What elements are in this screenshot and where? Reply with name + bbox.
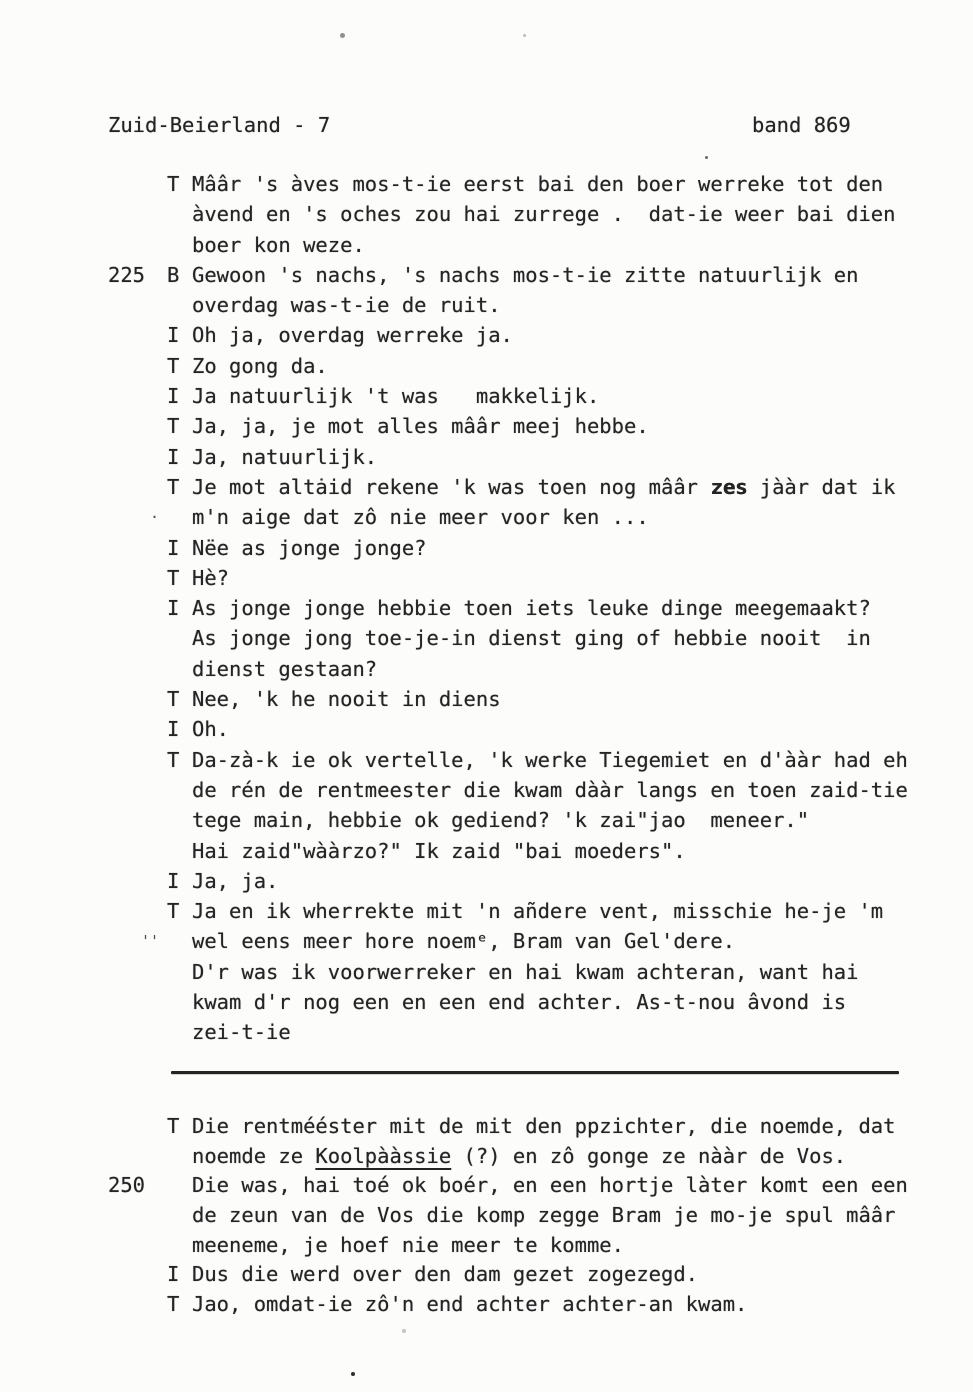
transcript-line bbox=[108, 896, 948, 926]
line-number bbox=[108, 866, 167, 896]
line-text bbox=[192, 836, 948, 866]
line-segment: Ja, natuurlijk. bbox=[192, 444, 378, 469]
speaker-label bbox=[167, 1201, 192, 1231]
line-text bbox=[192, 290, 948, 320]
line-segment: As jonge jong toe-je-in dienst ging of hebbie nooit in bbox=[192, 626, 871, 651]
transcript-line bbox=[108, 442, 948, 472]
transcript-line bbox=[108, 320, 948, 350]
line-text bbox=[192, 533, 948, 563]
line-segment: Da-zà-k ie ok vertelle, 'k werke Tiegemiet en d'ààr had eh bbox=[192, 747, 908, 772]
line-text bbox=[192, 805, 948, 835]
line-segment: Oh. bbox=[192, 717, 230, 742]
line-number bbox=[108, 957, 167, 987]
transcript-line bbox=[108, 805, 948, 835]
speaker-label bbox=[167, 230, 192, 260]
line-segment: àvend en 's oches zou hai zurrege . dat-ie weer bai dien bbox=[192, 202, 896, 227]
speaker-label: I bbox=[167, 323, 180, 348]
line-number bbox=[108, 411, 167, 441]
line-segment: Mââr 's àves mos-t-ie eerst bai den boer werreke tot den bbox=[192, 172, 884, 196]
line-segment: Ja, ja, je mot alles mââr meej hebbe. bbox=[192, 414, 649, 439]
line-text bbox=[192, 926, 948, 956]
line-number bbox=[108, 230, 167, 260]
speaker-label: I bbox=[167, 717, 180, 742]
transcript-line bbox=[108, 957, 948, 987]
line-number bbox=[108, 623, 167, 653]
speaker-label: T bbox=[167, 172, 180, 196]
transcript-line bbox=[108, 260, 948, 290]
line-text bbox=[192, 442, 948, 472]
line-number bbox=[108, 1201, 167, 1231]
section-divider bbox=[171, 1071, 899, 1074]
speaker-label: I bbox=[167, 868, 180, 893]
speaker-label bbox=[167, 1171, 192, 1201]
transcript-line bbox=[108, 230, 948, 260]
speaker-label bbox=[167, 654, 192, 684]
speaker-label: T bbox=[167, 1292, 180, 1317]
transcript-line bbox=[108, 1112, 948, 1142]
line-text bbox=[192, 714, 948, 744]
scan-speck bbox=[351, 1372, 355, 1376]
line-text bbox=[192, 199, 948, 229]
line-text bbox=[192, 896, 948, 926]
line-number bbox=[108, 684, 167, 714]
transcript-line bbox=[108, 1171, 948, 1201]
line-text bbox=[192, 381, 948, 411]
speaker-label bbox=[167, 502, 192, 532]
line-number bbox=[108, 1142, 167, 1172]
document-title: Zuid-Beierland - 7 bbox=[108, 113, 331, 137]
line-number bbox=[108, 836, 167, 866]
line-segment: Ja en ik wherrekte mit 'n añdere vent, misschie he-je 'm bbox=[192, 899, 884, 924]
line-text bbox=[192, 230, 948, 260]
transcript-line bbox=[108, 1260, 948, 1290]
speaker-label: T bbox=[167, 899, 180, 924]
scan-speck bbox=[523, 34, 526, 37]
line-text bbox=[192, 260, 948, 290]
transcript-line bbox=[108, 411, 948, 441]
speaker-label: I bbox=[167, 535, 180, 560]
line-segment: Ja, ja. bbox=[192, 868, 279, 893]
scan-speck bbox=[340, 33, 345, 38]
speaker-label bbox=[167, 805, 192, 835]
band-number: band 869 bbox=[752, 113, 851, 137]
line-segment: Jao, omdat-ie zô'n end achter achter-an kwam. bbox=[192, 1292, 748, 1317]
line-text bbox=[192, 987, 948, 1017]
transcript-line bbox=[108, 472, 948, 502]
line-number bbox=[108, 442, 167, 472]
line-text bbox=[192, 502, 948, 532]
speaker-label: T bbox=[167, 474, 180, 499]
line-segment: Hai zaid"wààrzo?" Ik zaid "bai moeders". bbox=[192, 838, 686, 863]
line-segment: kwam d'r nog een en een end achter. As-t-nou âvond is bbox=[192, 990, 847, 1015]
line-text bbox=[192, 411, 948, 441]
speaker-label bbox=[167, 775, 192, 805]
transcript-line bbox=[108, 563, 948, 593]
transcript-line bbox=[108, 502, 948, 532]
speaker-label: I bbox=[167, 596, 180, 621]
transcript-line bbox=[108, 199, 948, 229]
transcript-line bbox=[108, 1290, 948, 1320]
speaker-label bbox=[167, 623, 192, 653]
line-number bbox=[108, 775, 167, 805]
line-number bbox=[108, 1017, 167, 1047]
speaker-label bbox=[167, 1017, 192, 1047]
transcript-line bbox=[108, 533, 948, 563]
line-segment: Dus die werd over den dam gezet zogezegd. bbox=[192, 1262, 699, 1287]
scan-speck bbox=[402, 1329, 406, 1333]
line-segment: noemde ze bbox=[192, 1143, 316, 1168]
line-segment: dienst gestaan? bbox=[192, 656, 378, 681]
line-segment: Gewoon 's nachs, 's nachs mos-t-ie zitte natuurlijk en bbox=[192, 262, 859, 287]
speaker-label: T bbox=[167, 353, 180, 378]
line-number bbox=[108, 381, 167, 411]
transcript-line bbox=[108, 745, 948, 775]
line-text bbox=[192, 654, 948, 684]
transcript-line bbox=[108, 169, 948, 199]
line-segment: Ja natuurlijk 't was makkelijk. bbox=[192, 384, 600, 409]
line-number bbox=[108, 290, 167, 320]
speaker-label: I bbox=[167, 384, 180, 409]
line-segment: (?) en zô gonge ze nààr de Vos. bbox=[451, 1143, 847, 1168]
line-number bbox=[108, 351, 167, 381]
line-number bbox=[108, 169, 167, 199]
line-text bbox=[192, 351, 948, 381]
line-number: · bbox=[149, 508, 159, 527]
transcript-line bbox=[108, 1231, 948, 1261]
line-number bbox=[108, 1112, 167, 1142]
speaker-label bbox=[167, 1231, 192, 1261]
line-number bbox=[108, 1290, 167, 1320]
line-segment: Zo gong da. bbox=[192, 353, 328, 378]
line-segment: As jonge jonge hebbie toen iets leuke dinge meegemaakt? bbox=[192, 596, 871, 621]
speaker-label bbox=[167, 290, 192, 320]
line-segment: Koolpààssie bbox=[315, 1143, 452, 1168]
speaker-label: T bbox=[167, 565, 180, 590]
line-number bbox=[108, 320, 167, 350]
line-number bbox=[108, 199, 167, 229]
transcript-line bbox=[108, 1201, 948, 1231]
line-segment: D'r was ik voorwerreker en hai kwam achteran, want hai bbox=[192, 959, 859, 984]
line-text bbox=[192, 1201, 948, 1231]
speaker-label: I bbox=[167, 1262, 180, 1287]
transcript-line bbox=[108, 684, 948, 714]
line-text bbox=[192, 320, 948, 350]
transcript-line bbox=[108, 351, 948, 381]
line-number bbox=[108, 563, 167, 593]
line-segment: wel eens meer hore noemᵉ, Bram van Gel'dere. bbox=[192, 929, 736, 954]
line-number: 250 bbox=[108, 1173, 146, 1198]
line-segment: tege main, hebbie ok gediend? 'k zai"jao meneer." bbox=[192, 808, 810, 833]
line-text bbox=[192, 563, 948, 593]
line-number bbox=[108, 533, 167, 563]
line-number bbox=[108, 1231, 167, 1261]
line-number bbox=[108, 745, 167, 775]
line-number bbox=[108, 714, 167, 744]
line-number bbox=[108, 472, 167, 502]
line-number: 225 bbox=[108, 262, 146, 287]
line-text bbox=[192, 1142, 948, 1172]
line-text bbox=[192, 775, 948, 805]
transcript-line bbox=[108, 987, 948, 1017]
line-segment: de rén de rentmeester die kwam dààr langs en toen zaid-tie bbox=[192, 777, 908, 802]
transcript-line bbox=[108, 714, 948, 744]
line-number bbox=[108, 654, 167, 684]
line-text bbox=[192, 169, 948, 199]
line-number bbox=[108, 593, 167, 623]
transcript-line bbox=[108, 926, 948, 956]
line-text bbox=[192, 957, 948, 987]
line-segment: Oh ja, overdag werreke ja. bbox=[192, 323, 513, 348]
line-text bbox=[192, 1231, 948, 1261]
line-text bbox=[192, 866, 948, 896]
line-text bbox=[192, 623, 948, 653]
speaker-label: T bbox=[167, 687, 180, 712]
speaker-label bbox=[167, 1142, 192, 1172]
line-segment: jààr dat ik bbox=[747, 474, 896, 499]
line-segment: Nëe as jonge jonge? bbox=[192, 535, 427, 560]
transcript-line bbox=[108, 381, 948, 411]
line-segment: Je mot altȧid rekene 'k was toen nog mââr bbox=[192, 474, 711, 499]
speaker-label bbox=[167, 836, 192, 866]
line-text bbox=[192, 1171, 948, 1201]
line-segment: de zeun van de Vos die komp zegge Bram je mo-je spul mââr bbox=[192, 1203, 896, 1228]
line-text bbox=[192, 593, 948, 623]
line-text bbox=[192, 472, 948, 502]
line-segment: m'n aige dat zô nie meer voor ken ... bbox=[192, 505, 649, 530]
line-segment: Die was, hai toé ok boér, en een hortje làter komt een een bbox=[192, 1173, 908, 1198]
line-number: '' bbox=[140, 932, 159, 951]
line-text bbox=[192, 745, 948, 775]
transcript-line bbox=[108, 290, 948, 320]
line-segment: zes bbox=[710, 474, 748, 499]
transcript-line bbox=[108, 654, 948, 684]
transcript-line bbox=[108, 866, 948, 896]
transcript-section-2 bbox=[108, 1112, 948, 1320]
transcript-line bbox=[108, 775, 948, 805]
transcript-line bbox=[108, 623, 948, 653]
line-number bbox=[108, 987, 167, 1017]
line-number bbox=[108, 805, 167, 835]
speaker-label bbox=[167, 926, 192, 956]
speaker-label bbox=[167, 957, 192, 987]
line-text bbox=[192, 1112, 948, 1142]
line-segment: zei-t-ie bbox=[192, 1020, 291, 1045]
page-header bbox=[0, 112, 973, 140]
scan-speck bbox=[705, 156, 708, 159]
line-segment: Hè? bbox=[192, 565, 230, 590]
line-text bbox=[192, 1017, 948, 1047]
line-segment: overdag was-t-ie de ruit. bbox=[192, 293, 501, 318]
line-text bbox=[192, 1260, 948, 1290]
line-text bbox=[192, 1290, 948, 1320]
transcript-line bbox=[108, 593, 948, 623]
line-segment: Nee, 'k he nooit in diens bbox=[192, 687, 501, 712]
line-text bbox=[192, 684, 948, 714]
line-number bbox=[108, 1260, 167, 1290]
transcript-section-1 bbox=[108, 169, 948, 1048]
speaker-label: I bbox=[167, 444, 180, 469]
speaker-label: T bbox=[167, 414, 180, 439]
line-segment: meeneme, je hoef nie meer te komme. bbox=[192, 1232, 624, 1257]
speaker-label bbox=[167, 987, 192, 1017]
speaker-label: T bbox=[167, 747, 180, 772]
line-number bbox=[108, 896, 167, 926]
transcript-line bbox=[108, 1142, 948, 1172]
transcript-line bbox=[108, 1017, 948, 1047]
line-segment: boer kon weze. bbox=[192, 232, 365, 257]
speaker-label bbox=[167, 199, 192, 229]
speaker-label: B bbox=[167, 262, 180, 287]
speaker-label: T bbox=[167, 1114, 180, 1138]
line-segment: Die rentmééster mit de mit den ppzichter, die noemde, dat bbox=[192, 1114, 896, 1138]
transcript-line bbox=[108, 836, 948, 866]
